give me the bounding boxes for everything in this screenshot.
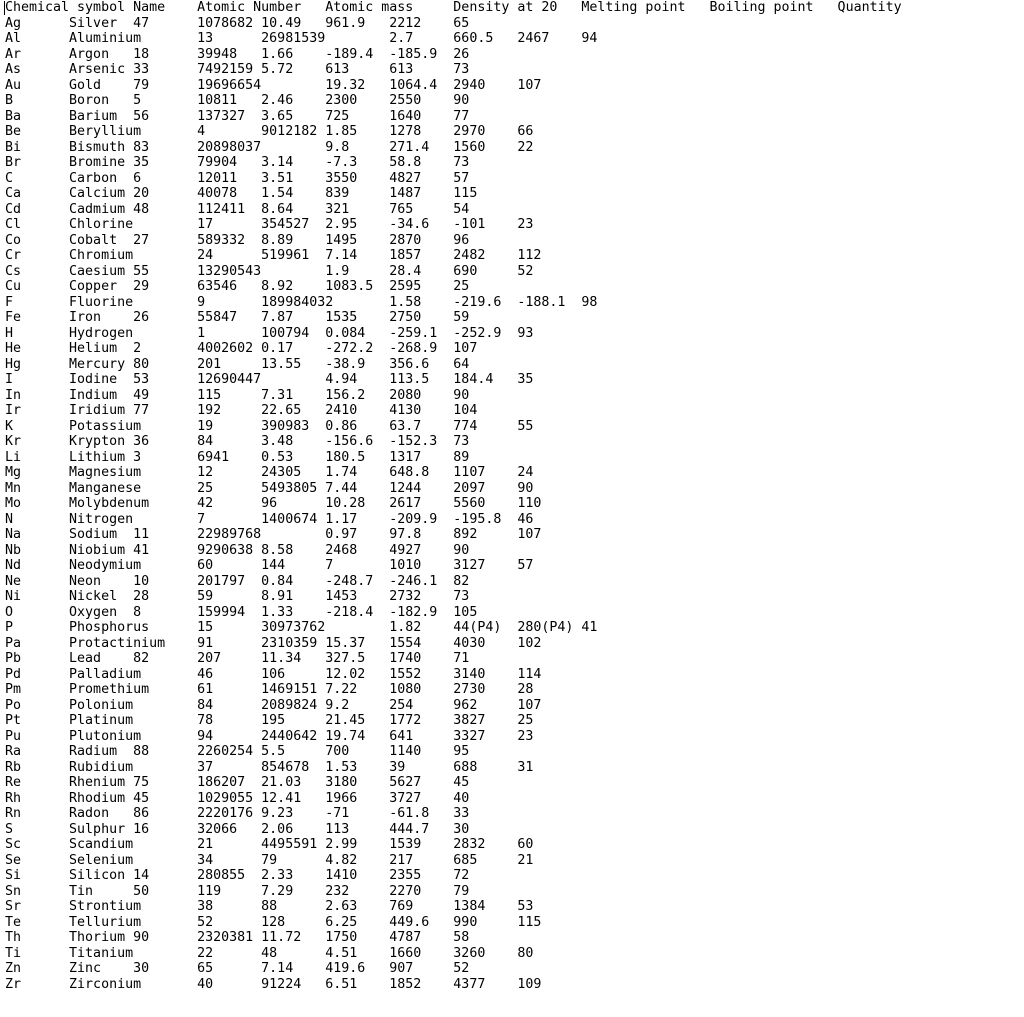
text-line: Pm Promethium 61 1469151 7.22 1080 2730 28 <box>5 682 534 697</box>
text-line: Nb Niobium 41 9290638 8.58 2468 4927 90 <box>5 542 470 558</box>
text-line: Ne Neon 10 201797 0.84 -248.7 -246.1 82 <box>5 573 470 589</box>
text-line: Ar Argon 18 39948 1.66 -189.4 -185.9 26 <box>5 46 470 62</box>
text-line: Mn Manganese 25 5493805 7.44 1244 2097 90 <box>5 480 534 496</box>
text-line: Pt Platinum 78 195 21.45 1772 3827 25 <box>5 713 534 728</box>
text-line: Sc Scandium 21 4495591 2.99 1539 2832 60 <box>5 837 534 852</box>
text-line: Rn Radon 86 2220176 9.23 -71 -61.8 33 <box>5 806 470 821</box>
text-line: Pa Protactinium 91 2310359 15.37 1554 4030 102 <box>5 635 542 651</box>
text-line: Cs Caesium 55 13290543 1.9 28.4 690 52 <box>5 263 534 279</box>
text-line: Nd Neodymium 60 144 7 1010 3127 57 <box>5 558 534 573</box>
text-line: Ra Radium 88 2260254 5.5 700 1140 95 <box>5 744 470 759</box>
text-line: Cr Chromium 24 519961 7.14 1857 2482 112 <box>5 248 542 263</box>
text-line: Rh Rhodium 45 1029055 12.41 1966 3727 40 <box>5 790 470 806</box>
text-line: Sn Tin 50 119 7.29 232 2270 79 <box>5 883 470 899</box>
text-line: In Indium 49 115 7.31 156.2 2080 90 <box>5 387 470 403</box>
text-line: Th Thorium 90 2320381 11.72 1750 4787 58 <box>5 930 470 945</box>
text-line: Ag Silver 47 1078682 10.49 961.9 2212 65 <box>5 15 470 31</box>
text-line: Bi Bismuth 83 20898037 9.8 271.4 1560 22 <box>5 139 534 155</box>
text-line: Re Rhenium 75 186207 21.03 3180 5627 45 <box>5 775 470 790</box>
text-line: He Helium 2 4002602 0.17 -272.2 -268.9 107 <box>5 341 478 356</box>
text-line: As Arsenic 33 7492159 5.72 613 613 73 <box>5 62 470 77</box>
text-line: Te Tellurium 52 128 6.25 449.6 990 115 <box>5 914 542 930</box>
text-line: F Fluorine 9 189984032 1.58 -219.6 -188.1 98 <box>5 294 598 310</box>
text-line: Cu Copper 29 63546 8.92 1083.5 2595 25 <box>5 279 470 294</box>
text-line: Fe Iron 26 55847 7.87 1535 2750 59 <box>5 310 470 325</box>
text-line: I Iodine 53 12690447 4.94 113.5 184.4 35 <box>5 372 534 387</box>
text-line: Na Sodium 11 22989768 0.97 97.8 892 107 <box>5 527 542 542</box>
text-line: Si Silicon 14 280855 2.33 1410 2355 72 <box>5 868 470 883</box>
header-line: Chemical symbol Name Atomic Number Atomic mass Density at 20 Melting point Boiling point Quantity <box>5 0 1020 16</box>
text-line: B Boron 5 10811 2.46 2300 2550 90 <box>5 93 470 108</box>
text-line: O Oxygen 8 159994 1.33 -218.4 -182.9 105 <box>5 604 478 620</box>
text-line: Co Cobalt 27 589332 8.89 1495 2870 96 <box>5 232 470 248</box>
text-line: Hg Mercury 80 201 13.55 -38.9 356.6 64 <box>5 356 470 372</box>
text-line: H Hydrogen 1 100794 0.084 -259.1 -252.9 93 <box>5 325 534 341</box>
text-document[interactable] <box>5 0 1020 1017</box>
text-line: Sr Strontium 38 88 2.63 769 1384 53 <box>5 899 534 914</box>
text-line: Po Polonium 84 2089824 9.2 254 962 107 <box>5 697 542 713</box>
text-line: Zn Zinc 30 65 7.14 419.6 907 52 <box>5 961 470 976</box>
text-line: Se Selenium 34 79 4.82 217 685 21 <box>5 852 534 868</box>
text-line: S Sulphur 16 32066 2.06 113 444.7 30 <box>5 821 470 837</box>
text-line: Cd Cadmium 48 112411 8.64 321 765 54 <box>5 201 470 217</box>
text-line: C Carbon 6 12011 3.51 3550 4827 57 <box>5 170 470 186</box>
text-line: Rb Rubidium 37 854678 1.53 39 688 31 <box>5 759 534 775</box>
text-line: Ti Titanium 22 48 4.51 1660 3260 80 <box>5 945 534 961</box>
text-line: Be Beryllium 4 9012182 1.85 1278 2970 66 <box>5 124 534 139</box>
text-line: Pu Plutonium 94 2440642 19.74 641 3327 23 <box>5 728 534 744</box>
text-line: Ni Nickel 28 59 8.91 1453 2732 73 <box>5 589 470 604</box>
text-line: P Phosphorus 15 30973762 1.82 44(P4) 280(P4) 41 <box>5 620 598 635</box>
text-line: N Nitrogen 7 1400674 1.17 -209.9 -195.8 46 <box>5 511 534 527</box>
text-line: Cl Chlorine 17 354527 2.95 -34.6 -101 23 <box>5 217 534 232</box>
text-line: Al Aluminium 13 26981539 2.7 660.5 2467 94 <box>5 31 598 46</box>
text-line: Mo Molybdenum 42 96 10.28 2617 5560 110 <box>5 496 542 511</box>
text-line: Ir Iridium 77 192 22.65 2410 4130 104 <box>5 403 478 418</box>
text-line: Kr Krypton 36 84 3.48 -156.6 -152.3 73 <box>5 434 470 449</box>
text-line: Br Bromine 35 79904 3.14 -7.3 58.8 73 <box>5 155 470 170</box>
text-line: Pb Lead 82 207 11.34 327.5 1740 71 <box>5 651 470 666</box>
text-line: Pd Palladium 46 106 12.02 1552 3140 114 <box>5 666 542 682</box>
text-line: Ca Calcium 20 40078 1.54 839 1487 115 <box>5 186 478 201</box>
text-line: Zr Zirconium 40 91224 6.51 1852 4377 109 <box>5 976 542 992</box>
text-line: Au Gold 79 19696654 19.32 1064.4 2940 107 <box>5 77 542 93</box>
text-line: Mg Magnesium 12 24305 1.74 648.8 1107 24 <box>5 465 534 480</box>
text-line: Ba Barium 56 137327 3.65 725 1640 77 <box>5 108 470 124</box>
text-line: Li Lithium 3 6941 0.53 180.5 1317 89 <box>5 449 470 465</box>
text-line: K Potassium 19 390983 0.86 63.7 774 55 <box>5 418 534 434</box>
